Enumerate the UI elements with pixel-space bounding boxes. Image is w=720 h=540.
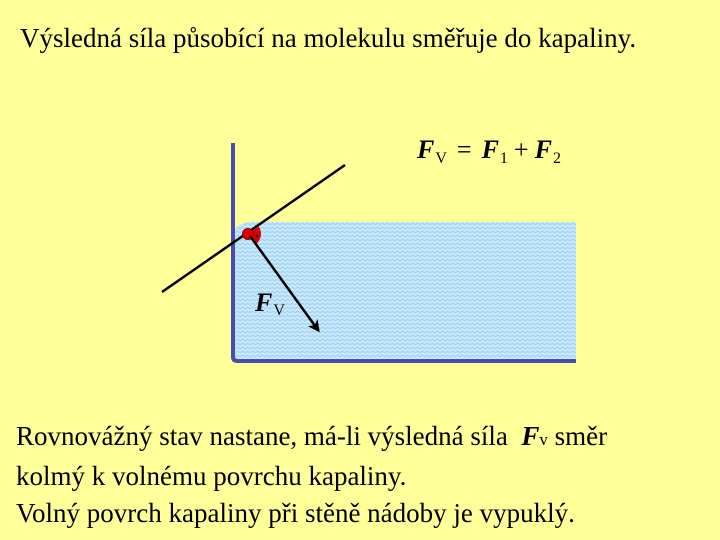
- bottom-line-1-before: Rovnovážný stav nastane, má-li výsledná síla: [16, 421, 508, 451]
- right-angle-dot: [256, 235, 259, 238]
- eq-plus: +: [513, 135, 529, 164]
- fv-inline-symbol: F: [521, 421, 540, 451]
- fv-inline-sub: v: [539, 430, 548, 449]
- bottom-line-2: kolmý k volnému povrchu kapaliny.: [16, 461, 407, 491]
- bottom-line-3: Volný povrch kapaliny při stěně nádoby je vypuklý.: [16, 498, 575, 528]
- eq-term1-sub: 1: [499, 150, 508, 167]
- eq-term1-symbol: F: [481, 135, 499, 164]
- bottom-text: [16, 418, 716, 532]
- slide-title: Výsledná síla působící na molekulu směřuje do kapaliny.: [20, 23, 637, 53]
- bottom-line-1-after: směr: [547, 421, 608, 451]
- eq-lhs-symbol: F: [417, 135, 435, 164]
- force-label-symbol: F: [255, 288, 273, 317]
- eq-term2-symbol: F: [534, 135, 552, 164]
- liquid: [234, 222, 576, 360]
- eq-term2-sub: 2: [552, 150, 561, 167]
- bottom-line-1: [16, 418, 716, 458]
- force-label-sub: V: [273, 302, 285, 319]
- eq-lhs-sub: V: [435, 150, 447, 167]
- equation: [416, 135, 561, 167]
- eq-equals: =: [456, 135, 472, 164]
